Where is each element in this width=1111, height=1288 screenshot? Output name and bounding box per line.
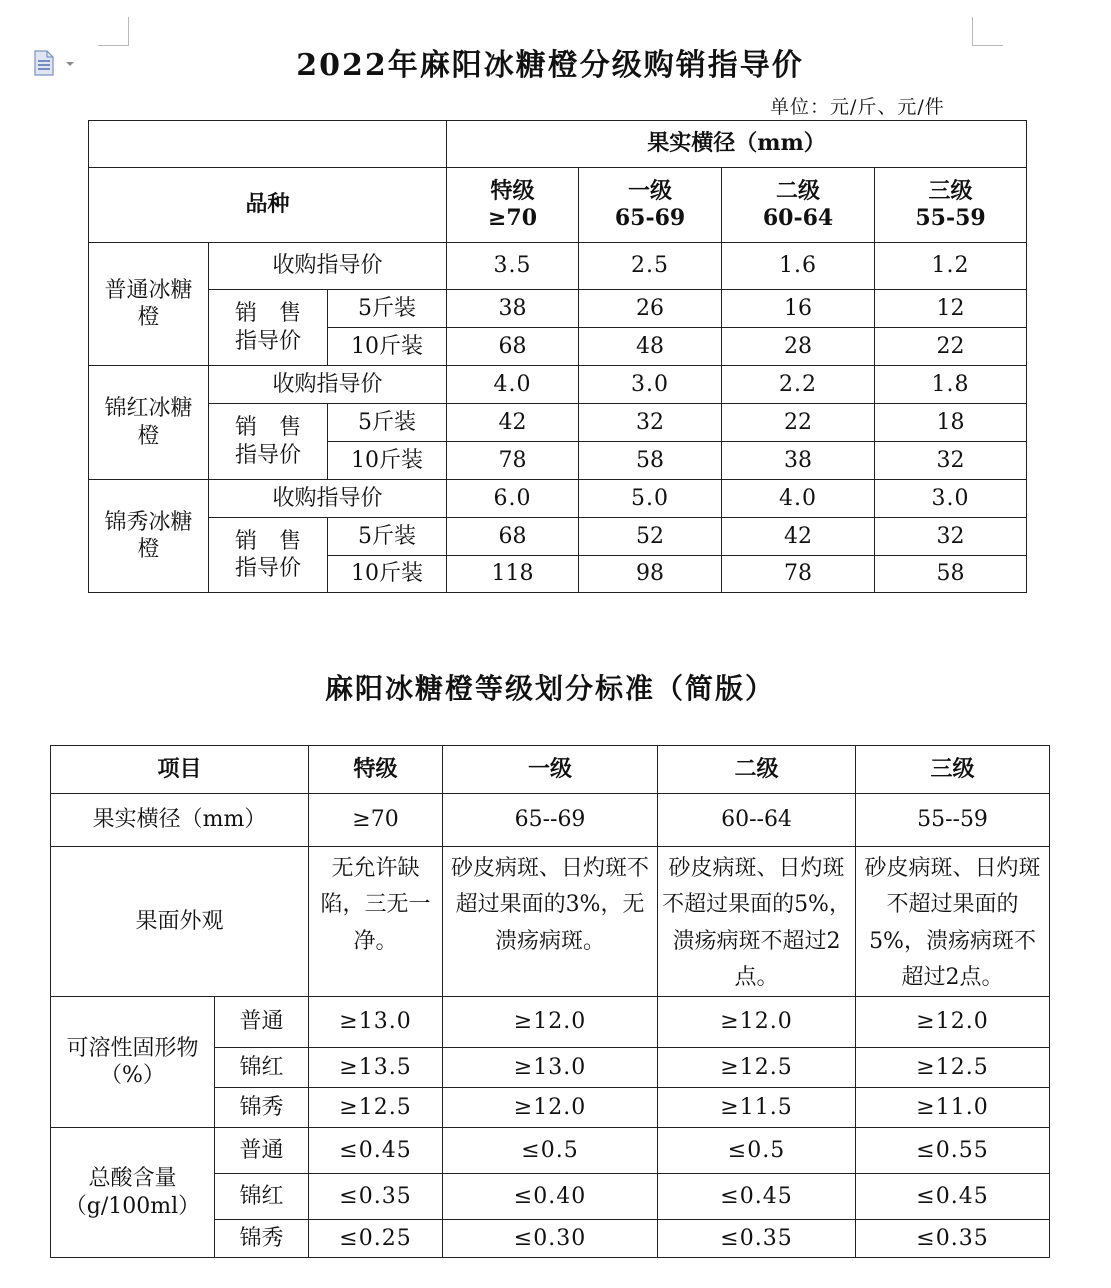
sale-label: 销 售 指导价: [209, 404, 328, 480]
solids-value: ≥12.0: [443, 997, 658, 1048]
price-cell: 48: [579, 328, 722, 366]
price-cell: 58: [579, 442, 722, 480]
acid-value: ≤0.5: [443, 1128, 658, 1174]
price-cell: 3.0: [875, 480, 1027, 518]
price-cell: 18: [875, 404, 1027, 442]
acid-value: ≤0.25: [309, 1220, 443, 1258]
pack-label: 5斤装: [328, 404, 447, 442]
price-cell: 3.5: [447, 243, 579, 290]
price-guide-table: [88, 120, 1027, 593]
diameter-value: 60--64: [658, 794, 856, 847]
price-cell: 68: [447, 518, 579, 556]
solids-value: ≥12.0: [856, 997, 1050, 1048]
variety-name: 锦红: [215, 1048, 309, 1088]
sale-label: 销 售 指导价: [209, 290, 328, 366]
price-cell: 42: [722, 518, 875, 556]
solids-value: ≥11.5: [658, 1088, 856, 1128]
column-header-item: 项目: [51, 746, 309, 794]
solids-value: ≥13.5: [309, 1048, 443, 1088]
purchase-label: 收购指导价: [209, 366, 447, 404]
pack-label: 5斤装: [328, 518, 447, 556]
price-cell: 5.0: [579, 480, 722, 518]
diameter-group-header: 果实横径（mm）: [447, 121, 1027, 168]
price-cell: 3.0: [579, 366, 722, 404]
solids-value: ≥12.5: [856, 1048, 1050, 1088]
price-cell: 32: [875, 518, 1027, 556]
price-table-title: 2022年麻阳冰糖橙分级购销指导价: [296, 48, 804, 83]
price-cell: 42: [447, 404, 579, 442]
column-header-grade: 特级: [309, 746, 443, 794]
solids-value: ≥12.0: [658, 997, 856, 1048]
price-cell: 78: [722, 556, 875, 593]
total-acid-label: 总酸含量（g/100ml）: [51, 1128, 215, 1258]
grade-header: 三级 55-59: [875, 168, 1027, 243]
grade-standard-table: [50, 745, 1050, 1258]
table-header-blank: [89, 121, 447, 168]
sale-label: 销 售 指导价: [209, 518, 328, 593]
variety-name: 锦秀冰糖橙: [89, 480, 209, 593]
solids-value: ≥11.0: [856, 1088, 1050, 1128]
price-cell: 1.8: [875, 366, 1027, 404]
price-cell: 4.0: [447, 366, 579, 404]
pack-label: 10斤装: [328, 442, 447, 480]
soluble-solids-label: 可溶性固形物（%）: [51, 997, 215, 1128]
price-cell: 22: [875, 328, 1027, 366]
solids-value: ≥12.5: [658, 1048, 856, 1088]
solids-value: ≥12.5: [309, 1088, 443, 1128]
solids-value: ≥13.0: [309, 997, 443, 1048]
grade-header: 二级 60-64: [722, 168, 875, 243]
acid-value: ≤0.5: [658, 1128, 856, 1174]
price-cell: 98: [579, 556, 722, 593]
diameter-value: 55--59: [856, 794, 1050, 847]
grade-standard-title: 麻阳冰糖橙等级划分标准（简版）: [324, 672, 775, 705]
pack-label: 10斤装: [328, 556, 447, 593]
purchase-label: 收购指导价: [209, 480, 447, 518]
acid-value: ≤0.45: [856, 1174, 1050, 1220]
appearance-value: 砂皮病斑、日灼斑不超过果面的3%，无溃疡病斑。: [443, 847, 658, 997]
price-cell: 32: [579, 404, 722, 442]
variety-header: 品种: [89, 168, 447, 243]
variety-name: 普通冰糖橙: [89, 243, 209, 366]
grade-header: 一级 65-69: [579, 168, 722, 243]
acid-value: ≤0.30: [443, 1220, 658, 1258]
acid-value: ≤0.35: [856, 1220, 1050, 1258]
price-cell: 78: [447, 442, 579, 480]
appearance-label: 果面外观: [51, 847, 309, 997]
pack-label: 5斤装: [328, 290, 447, 328]
acid-value: ≤0.40: [443, 1174, 658, 1220]
price-cell: 2.2: [722, 366, 875, 404]
price-cell: 12: [875, 290, 1027, 328]
column-header-grade: 三级: [856, 746, 1050, 794]
grade-header: 特级 ≥70: [447, 168, 579, 243]
price-cell: 6.0: [447, 480, 579, 518]
variety-name: 锦红: [215, 1174, 309, 1220]
price-cell: 68: [447, 328, 579, 366]
purchase-label: 收购指导价: [209, 243, 447, 290]
diameter-label: 果实横径（mm）: [51, 794, 309, 847]
price-cell: 4.0: [722, 480, 875, 518]
price-cell: 38: [447, 290, 579, 328]
variety-name: 普通: [215, 1128, 309, 1174]
price-cell: 1.2: [875, 243, 1027, 290]
price-cell: 52: [579, 518, 722, 556]
price-cell: 118: [447, 556, 579, 593]
diameter-value: 65--69: [443, 794, 658, 847]
appearance-value: 砂皮病斑、日灼斑不超过果面的5%，溃疡病斑不超过2点。: [856, 847, 1050, 997]
acid-value: ≤0.45: [658, 1174, 856, 1220]
column-header-grade: 一级: [443, 746, 658, 794]
variety-name: 锦红冰糖橙: [89, 366, 209, 480]
acid-value: ≤0.35: [309, 1174, 443, 1220]
price-cell: 32: [875, 442, 1027, 480]
variety-name: 锦秀: [215, 1220, 309, 1258]
solids-value: ≥13.0: [443, 1048, 658, 1088]
appearance-value: 砂皮病斑、日灼斑不超过果面的5%，溃疡病斑不超过2点。: [658, 847, 856, 997]
price-cell: 58: [875, 556, 1027, 593]
variety-name: 锦秀: [215, 1088, 309, 1128]
unit-note: 单位：元/斤、元/件: [770, 96, 945, 118]
pack-label: 10斤装: [328, 328, 447, 366]
solids-value: ≥12.0: [443, 1088, 658, 1128]
price-cell: 28: [722, 328, 875, 366]
appearance-value: 无允许缺陷，三无一净。: [309, 847, 443, 997]
price-cell: 2.5: [579, 243, 722, 290]
price-cell: 38: [722, 442, 875, 480]
price-cell: 16: [722, 290, 875, 328]
price-cell: 1.6: [722, 243, 875, 290]
acid-value: ≤0.45: [309, 1128, 443, 1174]
diameter-value: ≥70: [309, 794, 443, 847]
acid-value: ≤0.35: [658, 1220, 856, 1258]
price-cell: 22: [722, 404, 875, 442]
column-header-grade: 二级: [658, 746, 856, 794]
price-cell: 26: [579, 290, 722, 328]
acid-value: ≤0.55: [856, 1128, 1050, 1174]
variety-name: 普通: [215, 997, 309, 1048]
